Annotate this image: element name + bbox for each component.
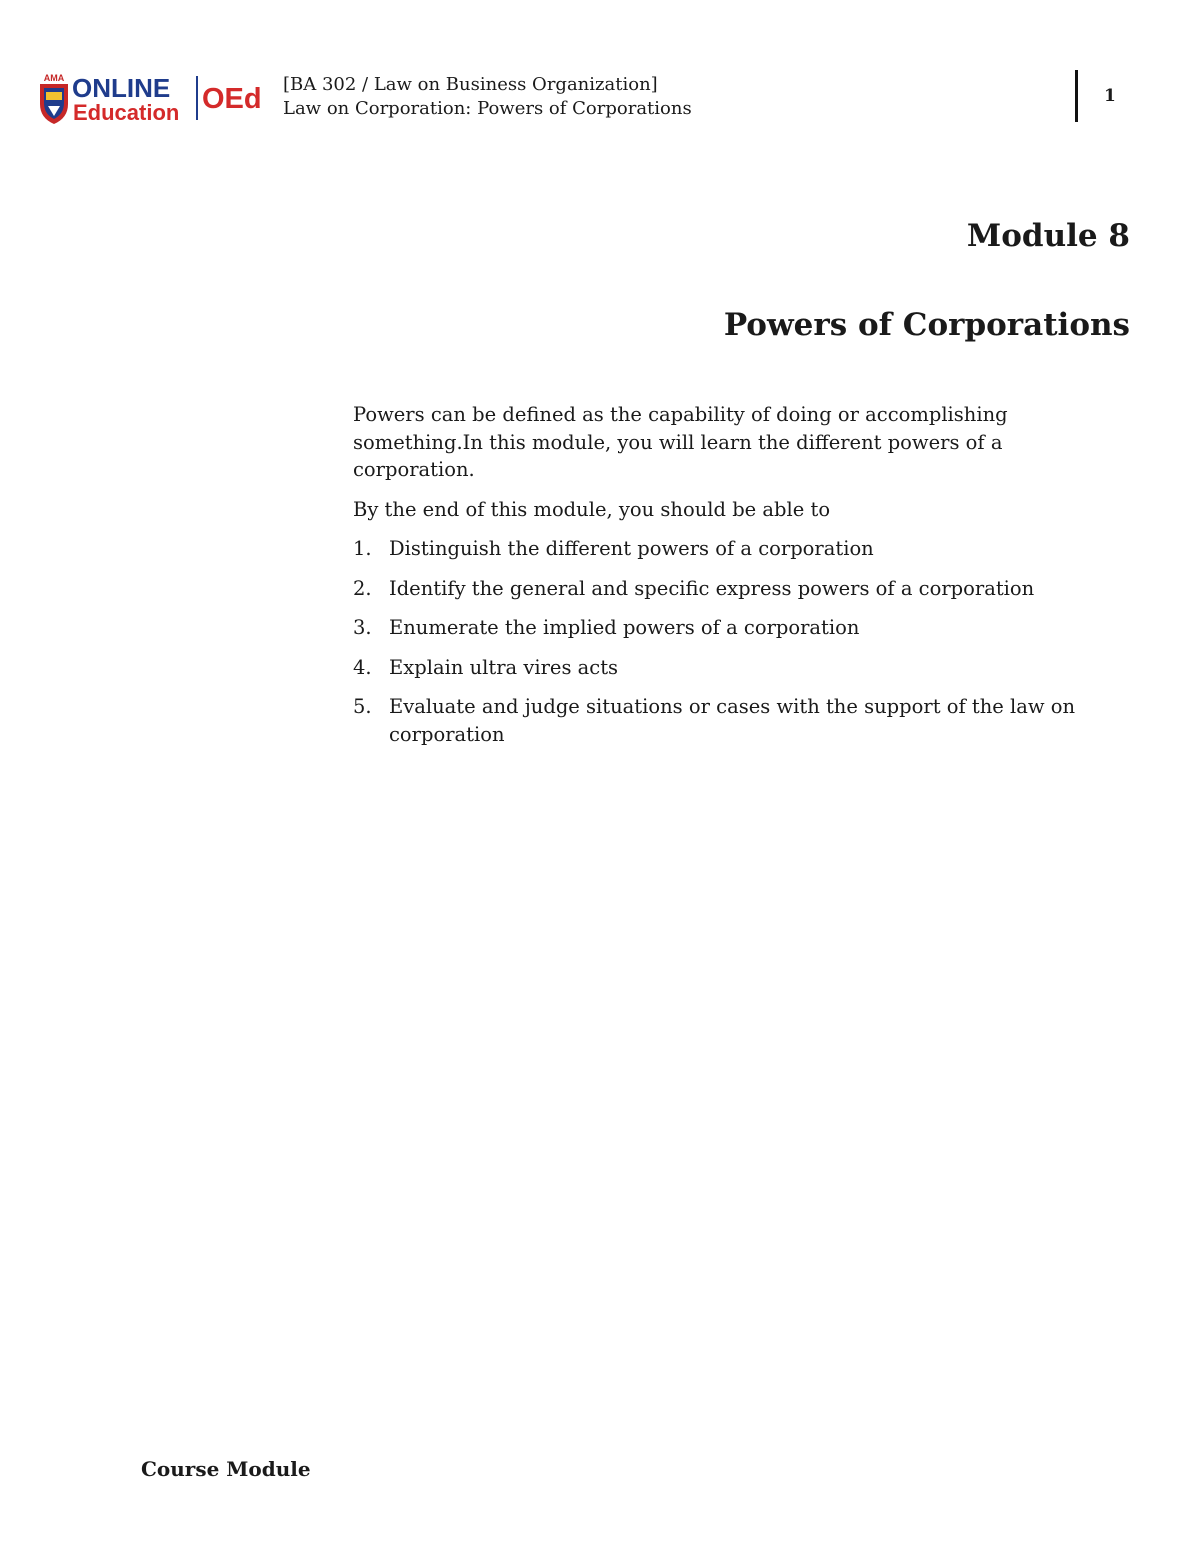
list-item-text: Identify the general and specific express powers of a corporation <box>389 576 1035 600</box>
list-item <box>353 535 1093 563</box>
logo-education-word: Education <box>73 100 180 125</box>
list-item-text: Evaluate and judge situations or cases with the support of the law on corporation <box>389 695 1076 746</box>
list-item-number: 5. <box>353 695 372 718</box>
online-education-logo <box>36 70 272 126</box>
running-header <box>283 73 692 121</box>
list-item-number: 2. <box>353 576 372 600</box>
objectives-list <box>353 535 1093 748</box>
logo-online-word: ONLINE <box>72 73 171 103</box>
module-intro <box>353 401 1093 760</box>
list-item-number: 1. <box>353 537 372 560</box>
shield-crest-icon <box>40 73 68 124</box>
module-title: Powers of Corporations <box>723 307 1130 343</box>
logo-oed-mark: OEd <box>202 83 262 115</box>
list-item-number: 4. <box>353 655 372 679</box>
list-item <box>353 693 1093 748</box>
objectives-lead-in: By the end of this module, you should be able to <box>353 497 831 521</box>
list-item-text: Explain ultra vires acts <box>389 655 619 679</box>
module-number: Module 8 <box>966 218 1130 254</box>
header-divider <box>1075 70 1078 122</box>
list-item-text: Distinguish the different powers of a corporation <box>389 537 874 560</box>
list-item-number: 3. <box>353 616 372 639</box>
page-number: 1 <box>1104 86 1116 106</box>
list-item <box>353 654 1093 682</box>
logo-crest-text: AMA <box>43 73 65 83</box>
course-topic-line: Law on Corporation: Powers of Corporations <box>283 98 692 119</box>
list-item <box>353 614 1093 642</box>
list-item-text: Enumerate the implied powers of a corporation <box>389 616 860 639</box>
intro-paragraph: Powers can be defined as the capability of doing or accomplishing something.In this module, you will learn the different powers of a corporation. <box>353 403 1008 481</box>
footer-label: Course Module <box>141 1457 311 1481</box>
course-code-line: [BA 302 / Law on Business Organization] <box>283 74 658 95</box>
list-item <box>353 575 1093 603</box>
